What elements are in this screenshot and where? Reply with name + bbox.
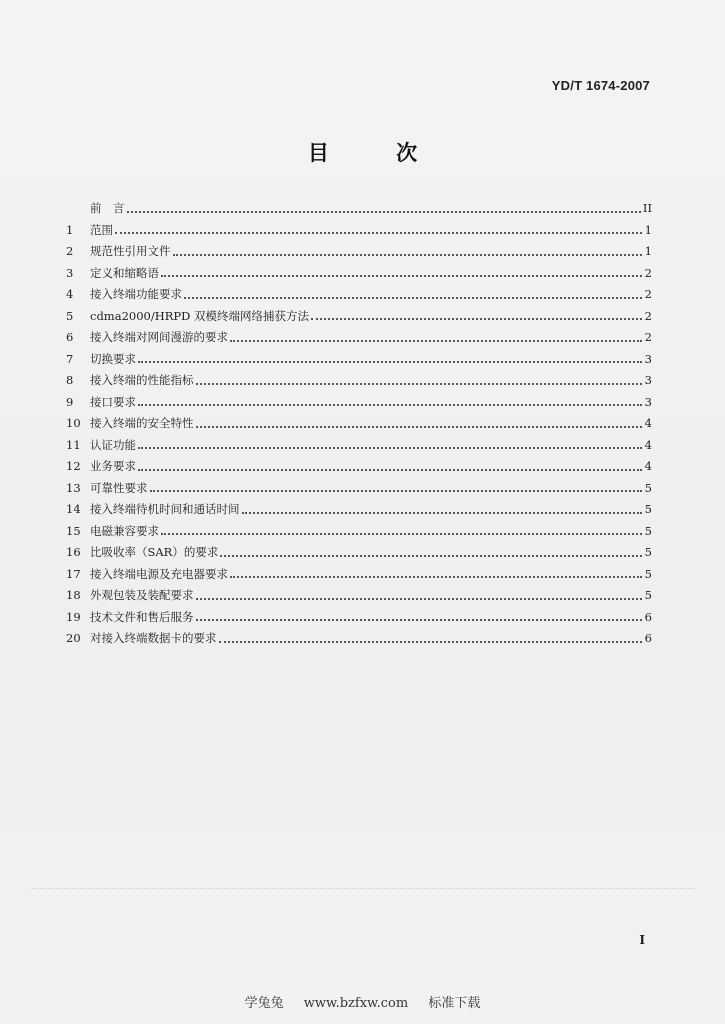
toc-entry-number: 18: [66, 588, 81, 602]
toc-entry-number: 4: [66, 287, 74, 301]
toc-dot-leader: [150, 490, 643, 492]
toc-entry[interactable]: [66, 478, 652, 500]
toc-dot-leader: [138, 469, 642, 471]
toc-entry-page: 4: [644, 437, 652, 452]
toc-dot-leader: [115, 232, 642, 234]
toc-entry-number: 15: [66, 523, 81, 538]
toc-entry[interactable]: [66, 349, 652, 371]
toc-entry-label: 可靠性要求: [90, 480, 148, 495]
toc-entry-label: 接入终端的安全特性: [90, 416, 194, 430]
toc-entry-label: 对接入终端数据卡的要求: [90, 631, 217, 645]
toc-entry-page: 5: [644, 480, 652, 495]
toc-dot-leader: [196, 598, 643, 600]
toc-entry[interactable]: [66, 585, 652, 607]
toc-entry-label: 规范性引用文件: [90, 244, 171, 258]
toc-entry-number: 16: [66, 545, 81, 559]
toc-entry-label: 定义和缩略语: [90, 265, 159, 280]
toc-entry-page: 5: [644, 588, 652, 602]
toc-entry[interactable]: [66, 413, 652, 435]
toc-dot-leader: [138, 361, 642, 363]
toc-dot-leader: [138, 404, 642, 406]
toc-dot-leader: [230, 340, 642, 342]
toc-entry-label: 切换要求: [90, 351, 136, 366]
footer-site-name: 学兔兔: [244, 996, 284, 1011]
toc-dot-leader: [219, 641, 643, 643]
toc-entry-number: 19: [66, 609, 81, 624]
toc-entry[interactable]: [66, 542, 652, 564]
toc-entry-page: 2: [644, 265, 652, 280]
toc-entry-number: 1: [66, 222, 74, 237]
toc-entry-label: 接入终端待机时间和通话时间: [90, 502, 240, 516]
toc-entry[interactable]: [66, 392, 652, 414]
toc-entry[interactable]: [66, 499, 652, 521]
toc-dot-leader: [220, 555, 642, 557]
toc-entry-number: 3: [66, 265, 74, 280]
toc-dot-leader: [311, 318, 642, 320]
toc-entry-label: 接入终端功能要求: [90, 287, 182, 301]
toc-entry-label: 认证功能: [90, 437, 136, 452]
toc-entry-label: 接入终端电源及充电器要求: [90, 566, 228, 581]
toc-entry[interactable]: [66, 263, 652, 285]
toc-entry-page: 1: [644, 222, 652, 237]
toc-dot-leader: [196, 619, 643, 621]
footer-tagline: 标准下载: [428, 996, 481, 1011]
toc-dot-leader: [230, 576, 642, 578]
toc-entry-label: 业务要求: [90, 459, 136, 473]
toc-entry-number: 7: [66, 351, 74, 366]
toc-entry-page: 2: [644, 287, 652, 301]
toc-entry-page: 4: [644, 459, 652, 473]
toc-entry-page: 6: [644, 609, 652, 624]
toc-entry-page: 3: [644, 373, 652, 387]
toc-entry[interactable]: [66, 628, 652, 650]
toc-entry[interactable]: [66, 306, 652, 328]
toc-entry-page: 5: [644, 566, 652, 581]
toc-entry[interactable]: [66, 607, 652, 629]
toc-entry-number: 14: [66, 502, 81, 516]
toc-entry[interactable]: [66, 564, 652, 586]
toc-entry-label: 前 言: [90, 201, 125, 215]
table-of-contents: [66, 198, 652, 650]
toc-entry-page: 5: [644, 523, 652, 538]
toc-entry[interactable]: [66, 198, 652, 220]
toc-entry-label: 电磁兼容要求: [90, 523, 159, 538]
toc-entry[interactable]: [66, 241, 652, 263]
toc-dot-leader: [242, 512, 643, 514]
toc-entry[interactable]: [66, 370, 652, 392]
toc-dot-leader: [138, 447, 642, 449]
toc-entry-number: 8: [66, 373, 74, 387]
toc-entry-label: 范围: [90, 222, 113, 237]
toc-entry-number: 2: [66, 244, 74, 258]
toc-entry-page: 2: [644, 308, 652, 323]
toc-dot-leader: [161, 533, 642, 535]
toc-dot-leader: [173, 254, 643, 256]
toc-entry-number: 20: [66, 631, 81, 645]
toc-entry[interactable]: [66, 435, 652, 457]
toc-entry-label: 接口要求: [90, 394, 136, 409]
standard-code: YD/T 1674-2007: [551, 78, 650, 93]
toc-entry-page: 5: [644, 502, 652, 516]
footer-url[interactable]: www.bzfxw.com: [303, 996, 409, 1011]
toc-entry[interactable]: [66, 521, 652, 543]
toc-entry-label: cdma2000/HRPD 双模终端网络捕获方法: [90, 308, 310, 323]
toc-entry-label: 比吸收率（SAR）的要求: [90, 545, 219, 559]
toc-entry-label: 接入终端对网间漫游的要求: [90, 330, 228, 344]
toc-dot-leader: [161, 275, 642, 277]
toc-dot-leader: [127, 211, 641, 213]
toc-entry-page: 2: [644, 330, 652, 344]
toc-entry-page: 6: [644, 631, 652, 645]
toc-entry-label: 接入终端的性能指标: [90, 373, 194, 387]
toc-entry-page: 5: [644, 545, 652, 559]
toc-entry-number: 12: [66, 459, 81, 473]
toc-dot-leader: [196, 426, 643, 428]
toc-entry-number: 11: [66, 437, 81, 452]
toc-entry-label: 技术文件和售后服务: [90, 609, 194, 624]
toc-entry-number: 5: [66, 308, 74, 323]
toc-entry-number: 6: [66, 330, 74, 344]
page-title: 目 次: [307, 140, 448, 165]
toc-entry-page: II: [642, 201, 652, 215]
toc-dot-leader: [196, 383, 643, 385]
toc-entry[interactable]: [66, 327, 652, 349]
page-number: I: [639, 933, 645, 947]
scan-artifact-line: [30, 888, 695, 889]
toc-entry-page: 3: [644, 394, 652, 409]
toc-entry-number: 13: [66, 480, 81, 495]
toc-entry-number: 10: [66, 416, 81, 430]
toc-entry-label: 外观包装及装配要求: [90, 588, 194, 602]
toc-entry-number: 17: [66, 566, 81, 581]
toc-entry-number: 9: [66, 394, 74, 409]
footer-watermark: [0, 992, 725, 1011]
toc-entry-page: 3: [644, 351, 652, 366]
toc-dot-leader: [184, 297, 642, 299]
toc-entry[interactable]: [66, 284, 652, 306]
toc-entry[interactable]: [66, 220, 652, 242]
toc-entry-page: 4: [644, 416, 652, 430]
toc-entry-page: 1: [644, 244, 652, 258]
toc-entry[interactable]: [66, 456, 652, 478]
